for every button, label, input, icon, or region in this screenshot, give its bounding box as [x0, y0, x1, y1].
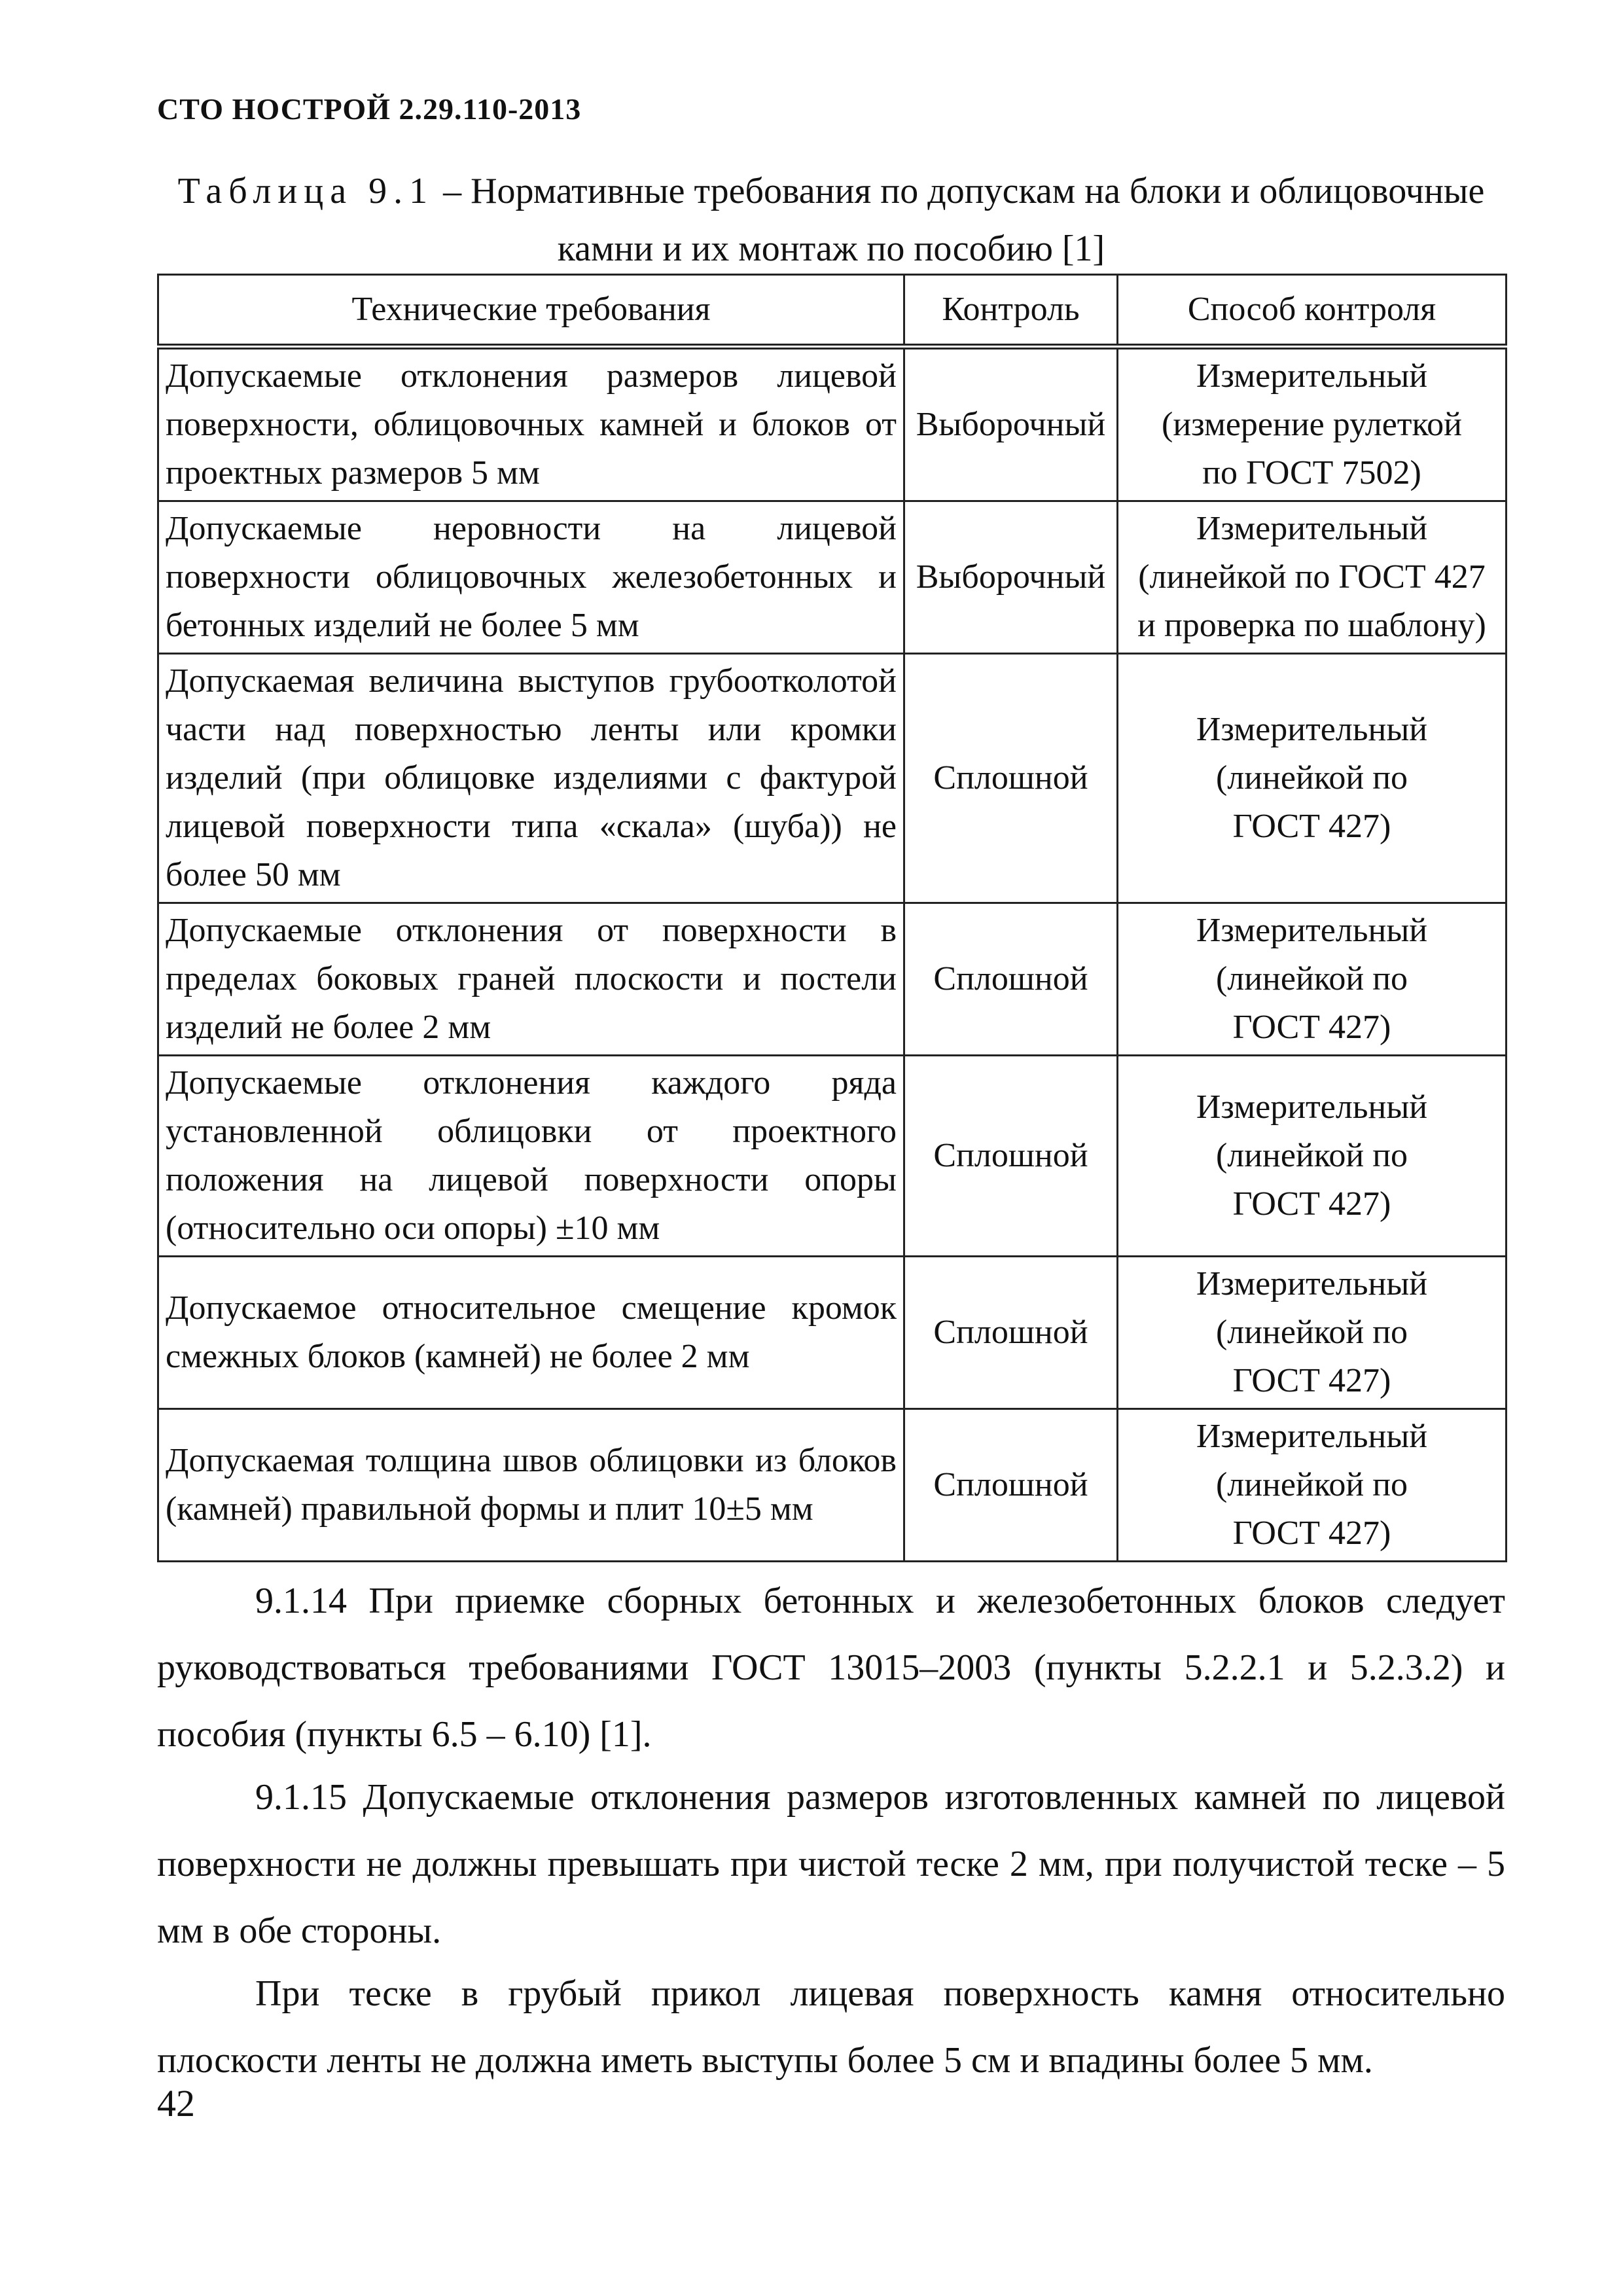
requirement-cell: Допускаемые отклонения размеров лицевой поверхности, облицовочных камней и блоков от проектных размеров 5 мм	[158, 347, 904, 501]
control-cell: Сплошной	[904, 903, 1118, 1056]
header-requirements: Технические требования	[158, 275, 904, 347]
method-line: ГОСТ 427)	[1232, 1515, 1391, 1552]
requirement-cell: Допускаемая толщина швов облицовки из блоков (камней) правильной формы и плит 10±5 мм	[158, 1409, 904, 1562]
document-header: СТО НОСТРОЙ 2.29.110-2013	[157, 92, 582, 126]
control-cell: Выборочный	[904, 347, 1118, 501]
header-method: Способ контроля	[1118, 275, 1507, 347]
table-header-row	[158, 275, 1507, 347]
method-line: Измерительный	[1196, 912, 1428, 949]
paragraph-rough-dressing: При теске в грубый прикол лицевая поверхность камня относительно плоскости ленты не должна иметь выступы более 5 см и впадины более 5 мм.	[157, 1973, 1505, 2081]
table-row	[158, 903, 1507, 1056]
method-line: по ГОСТ 7502)	[1202, 454, 1421, 492]
requirement-cell: Допускаемые неровности на лицевой поверхности облицовочных железобетонных и бетонных изделий не более 5 мм	[158, 501, 904, 654]
method-line: (линейкой по ГОСТ 427	[1138, 558, 1486, 596]
method-cell	[1118, 903, 1507, 1056]
method-cell	[1118, 1409, 1507, 1562]
method-line: (линейкой по	[1215, 759, 1408, 797]
method-cell	[1118, 1257, 1507, 1409]
method-line: Измерительный	[1196, 1088, 1428, 1126]
control-cell: Выборочный	[904, 501, 1118, 654]
method-line: Измерительный	[1196, 1265, 1428, 1302]
header-control: Контроль	[904, 275, 1118, 347]
method-cell	[1118, 501, 1507, 654]
table-caption-label: Таблица 9.1	[177, 171, 435, 211]
method-line: (линейкой по	[1215, 1314, 1408, 1351]
page-number: 42	[157, 2082, 195, 2125]
control-cell: Сплошной	[904, 654, 1118, 903]
table-row	[158, 501, 1507, 654]
method-line: ГОСТ 427)	[1232, 1185, 1391, 1223]
method-line: ГОСТ 427)	[1232, 808, 1391, 845]
requirement-cell: Допускаемая величина выступов грубоотколотой части над поверхностью ленты или кромки изделий (при облицовке изделиями с фактурой лицевой поверхности типа «скала» (шуба)) не более 50 мм	[158, 654, 904, 903]
table-caption-text-1: – Нормативные требования по допускам на блоки и облицовочные	[434, 171, 1485, 211]
paragraph-9-1-14: 9.1.14 При приемке сборных бетонных и железобетонных блоков следует руководствоваться требованиями ГОСТ 13015–2003 (пункты 5.2.2.1 и 5.2.3.2) и пособия (пункты 6.5 – 6.10) [1].	[157, 1581, 1505, 1755]
method-line: Измерительный	[1196, 357, 1428, 395]
method-line: и проверка по шаблону)	[1137, 607, 1486, 644]
method-line: Измерительный	[1196, 1418, 1428, 1455]
table-caption-line-2: камни и их монтаж по пособию [1]	[557, 228, 1105, 269]
control-cell: Сплошной	[904, 1056, 1118, 1257]
method-line: ГОСТ 427)	[1232, 1362, 1391, 1399]
table-row	[158, 654, 1507, 903]
table-caption-line-1	[157, 162, 1505, 220]
method-cell	[1118, 654, 1507, 903]
requirement-cell: Допускаемое относительное смещение кромок смежных блоков (камней) не более 2 мм	[158, 1257, 904, 1409]
paragraph-9-1-15: 9.1.15 Допускаемые отклонения размеров изготовленных камней по лицевой поверхности не должны превышать при чистой теске 2 мм, при получистой теске – 5 мм в обе стороны.	[157, 1777, 1505, 1951]
control-cell: Сплошной	[904, 1257, 1118, 1409]
method-line: Измерительный	[1196, 711, 1428, 748]
table-row	[158, 347, 1507, 501]
requirement-cell: Допускаемые отклонения каждого ряда установленной облицовки от проектного положения на лицевой поверхности опоры (относительно оси опоры) ±10 мм	[158, 1056, 904, 1257]
table-row	[158, 1409, 1507, 1562]
method-cell	[1118, 347, 1507, 501]
control-cell: Сплошной	[904, 1409, 1118, 1562]
method-line: ГОСТ 427)	[1232, 1009, 1391, 1046]
table-row	[158, 1257, 1507, 1409]
method-line: Измерительный	[1196, 510, 1428, 547]
method-line: (линейкой по	[1215, 1466, 1408, 1503]
requirements-table	[157, 274, 1507, 1562]
method-line: (измерение рулеткой	[1162, 406, 1462, 443]
method-line: (линейкой по	[1215, 1137, 1408, 1174]
method-line: (линейкой по	[1215, 960, 1408, 997]
requirement-cell: Допускаемые отклонения от поверхности в пределах боковых граней плоскости и постели изделий не более 2 мм	[158, 903, 904, 1056]
table-row	[158, 1056, 1507, 1257]
table-caption	[157, 162, 1505, 278]
method-cell	[1118, 1056, 1507, 1257]
